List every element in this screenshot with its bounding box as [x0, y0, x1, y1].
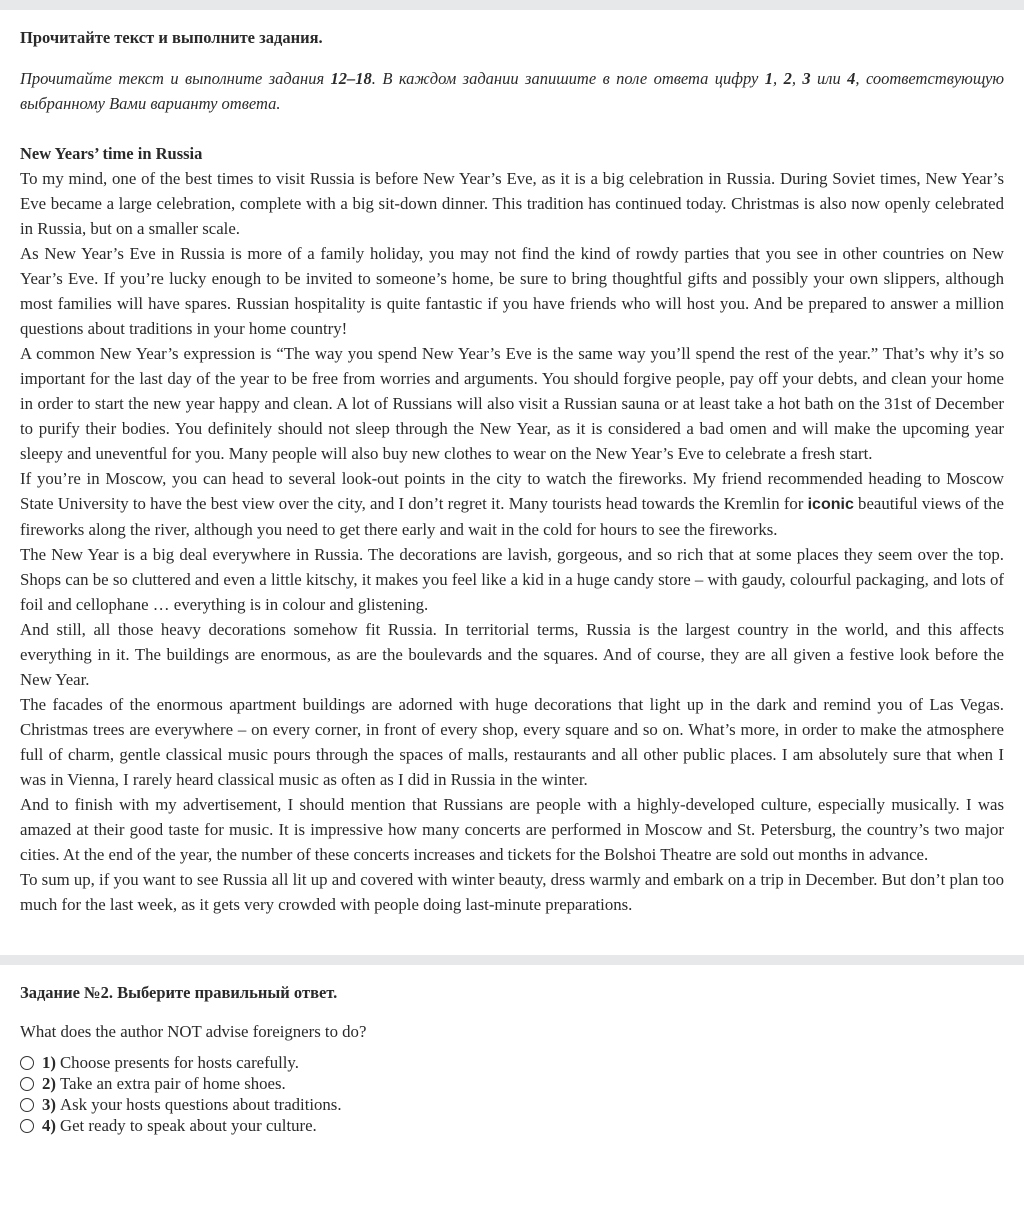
- radio-button[interactable]: [20, 1077, 34, 1091]
- digit: 1: [764, 69, 774, 88]
- option-number: 4): [42, 1115, 56, 1135]
- task-range: 12–18: [330, 69, 372, 88]
- text-paragraph: The facades of the enormous apartment buildings are adorned with huge decorations that light up in the dark and remind you of Las Vegas. Christmas trees are everywhere – on every corner, in front of every shop, every square and so on. What’s more, in order to make the atmosphere full of charm, gentle classical music pours through the spaces of malls, restaurants and all other public places. I am absolutely sure that when I was in Vienna, I rarely heard classical music as often as I did in Russia in the winter.: [20, 695, 1004, 789]
- instructions-text: Прочитайте текст и выполните задания: [20, 69, 331, 88]
- text-paragraph: To sum up, if you want to see Russia all lit up and covered with winter beauty, dress warmly and embark on a trip in December. But don’t plan too much for the last week, as it gets very crowded with people doing last-minute preparations.: [20, 870, 1004, 914]
- instructions-text: или: [810, 69, 848, 88]
- option-number: 2): [42, 1073, 56, 1093]
- option-text: Ask your hosts questions about traditions.: [59, 1094, 342, 1114]
- option-number: 1): [42, 1052, 56, 1072]
- task-card: [0, 965, 1024, 1136]
- paragraph-text: If you’re in Moscow, you can head to several look-out points in the city to watch the fireworks. My friend recommended heading to Moscow State University to have the best view over the city, and I don’t regret it. Many tourists head towards the Kremlin for: [20, 469, 1004, 513]
- option-number: 3): [42, 1094, 56, 1114]
- text-paragraph: To my mind, one of the best times to visit Russia is before New Year’s Eve, as it is a big celebration in Russia. During Soviet times, New Year’s Eve became a large celebration, complete with a big sit-down dinner. This tradition has continued today. Christmas is also now openly celebrated in Russia, but on a smaller scale.: [20, 169, 1004, 238]
- paragraph-text: beautiful views of the fireworks along the river, although you need to get there early and wait in the cold for hours to see the fireworks.: [20, 494, 1004, 539]
- answer-options: [20, 1052, 1004, 1136]
- option-text: Take an extra pair of home shoes.: [59, 1073, 286, 1093]
- digit: 3: [802, 69, 811, 88]
- separator: ,: [773, 69, 784, 88]
- text-paragraph: And to finish with my advertisement, I should mention that Russians are people with a highly-developed culture, especially musically. I was amazed at their good taste for music. It is impressive how many concerts are performed in Moscow and St. Petersburg, the country’s two major cities. At the end of the year, the number of these concerts increases and tickets for the Bolshoi Theatre are sold out months in advance.: [20, 795, 1004, 864]
- digit: 4: [847, 69, 856, 88]
- instructions-text: , соответствующую выбранному Вами варианту ответа.: [20, 69, 1005, 113]
- top-divider: [0, 0, 1024, 10]
- text-paragraph: A common New Year’s expression is “The way you spend New Year’s Eve is the same way you’ll spend the rest of the year.” That’s why it’s so important for the last day of the year to be free from worries and arguments. You should forgive people, pay off your debts, and clean your home in order to start the new year happy and clean. A lot of Russians will also visit a Russian sauna or at least take a hot bath on the 31st of December to purify their bodies. You definitely should not sleep through the New Year, as it is considered a bad omen and will make the upcoming year sleepy and uneventful for you. Many people will also buy new clothes to wear on the New Year’s Eve to celebrate a fresh start.: [20, 344, 1004, 463]
- radio-button[interactable]: [20, 1119, 34, 1133]
- answer-option-1[interactable]: [20, 1052, 1004, 1073]
- question-text: What does the author NOT advise foreigners to do?: [20, 1022, 367, 1041]
- digit: 2: [783, 69, 792, 88]
- section-divider: [0, 955, 1024, 965]
- page-title: Прочитайте текст и выполните задания.: [20, 28, 323, 47]
- text-title: New Years’ time in Russia: [20, 144, 203, 163]
- answer-option-4[interactable]: [20, 1115, 1004, 1136]
- option-text: Get ready to speak about your culture.: [59, 1115, 317, 1135]
- text-paragraph: The New Year is a big deal everywhere in Russia. The decorations are lavish, gorgeous, and so rich that at some places they seem over the top. Shops can be so cluttered and even a little kitschy, it makes you feel like a kid in a huge candy store – with gaudy, colourful packaging, and lots of foil and cellophane … everything is in colour and glistening.: [20, 545, 1004, 614]
- text-paragraph: As New Year’s Eve in Russia is more of a family holiday, you may not find the kind of rowdy parties that you see in other countries on New Year’s Eve. If you’re lucky enough to be invited to someone’s home, be sure to bring thoughtful gifts and possibly your own slippers, although most families will have spares. Russian hospitality is quite fantastic if you have friends who will host you. And be prepared to answer a million questions about traditions in your home country!: [20, 244, 1004, 338]
- option-text: Choose presents for hosts carefully.: [59, 1052, 299, 1072]
- highlighted-word: iconic: [807, 496, 854, 513]
- reading-card: [0, 10, 1024, 955]
- instructions: [20, 66, 1004, 116]
- task-title: Задание №2. Выберите правильный ответ.: [20, 983, 338, 1002]
- answer-option-2[interactable]: [20, 1073, 1004, 1094]
- answer-option-3[interactable]: [20, 1094, 1004, 1115]
- radio-button[interactable]: [20, 1098, 34, 1112]
- separator: ,: [791, 69, 803, 88]
- text-paragraph: [20, 466, 1004, 542]
- instructions-text: . В каждом задании запишите в поле ответа цифру: [371, 69, 765, 88]
- text-paragraph: And still, all those heavy decorations somehow fit Russia. In territorial terms, Russia is the largest country in the world, and this affects everything in it. The buildings are enormous, as are the boulevards and the squares. And of course, they are all given a festive look before the New Year.: [20, 620, 1004, 689]
- radio-button[interactable]: [20, 1056, 34, 1070]
